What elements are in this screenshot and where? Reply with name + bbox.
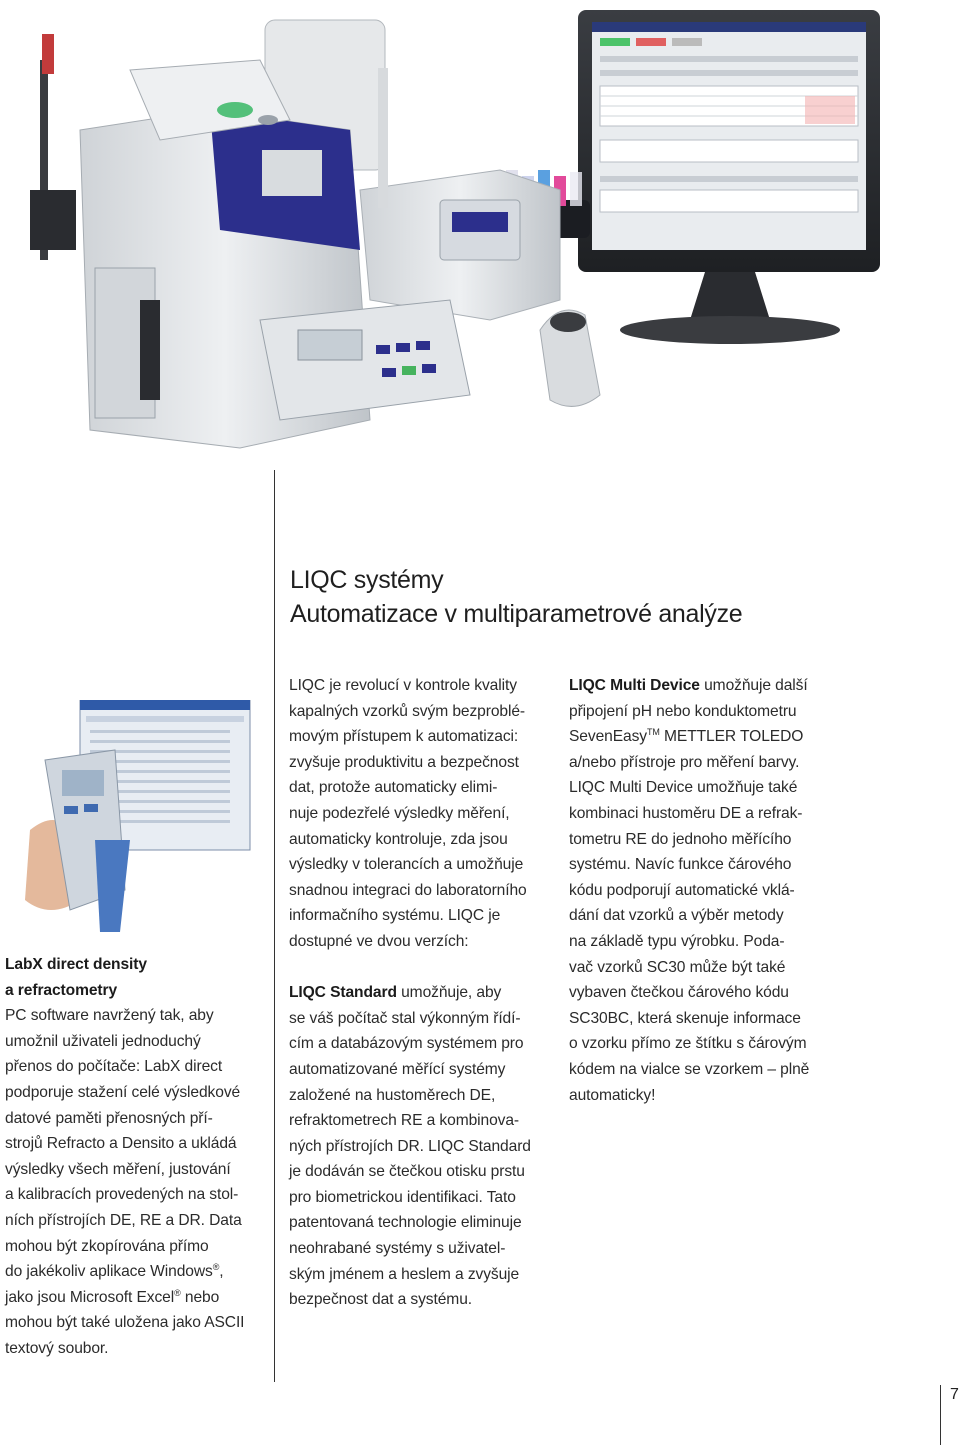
multi-line: vač vzorků SC30 může být také: [569, 958, 786, 976]
standard-line: založené na hustoměrech DE,: [289, 1086, 496, 1104]
standard-bold: LIQC Standard: [289, 984, 397, 1002]
intro-line: výsledky v tolerancích a umožňuje: [289, 856, 524, 874]
multi-line: kódu podporují automatické vklá-: [569, 881, 795, 899]
multi-line: systému. Navíc funkce čárového: [569, 856, 792, 874]
labx-heading: LabX direct density: [5, 956, 147, 973]
standard-line: bezpečnost dat a systému.: [289, 1291, 472, 1309]
page-title-line1: LIQC systémy: [290, 566, 444, 594]
standard-line: cím a databázovým systémem pro: [289, 1035, 524, 1053]
multi-line: tometru RE do jednoho měřícího: [569, 830, 792, 848]
intro-line: dostupné ve dvou verzích:: [289, 932, 469, 950]
standard-line: se váš počítač stal výkonným řídí-: [289, 1009, 521, 1027]
barcode-scanner: [540, 310, 600, 406]
labx-heading-2: a refractometry: [5, 981, 118, 999]
intro-line: LIQC je revolucí v kontrole kvality: [289, 677, 517, 694]
page-title: [290, 563, 742, 631]
standard-line: ných přístrojích DR. LIQC Standard: [289, 1137, 531, 1155]
labx-line: podporuje stažení celé výsledkové: [5, 1083, 241, 1101]
standard-line: patentovaná technologie eliminuje: [289, 1214, 522, 1232]
multi-line: SC30BC, která skenuje informace: [569, 1009, 801, 1027]
labx-line: strojů Refracto a Densito a ukládá: [5, 1135, 237, 1153]
handheld-device-photo: [0, 700, 260, 940]
labx-line-excel: jako jsou Microsoft Excel® nebo: [5, 1287, 220, 1306]
multi-line: a/nebo přístroje pro měření barvy.: [569, 753, 800, 771]
lab-instruments-photo: [0, 0, 960, 470]
liqc-standard-column: [289, 673, 551, 1313]
intro-line: movým přístupem k automatizaci:: [289, 728, 519, 746]
labx-column: [5, 952, 267, 1362]
column-divider-left: [274, 470, 275, 1382]
multi-line: o vzorku přímo ze štítku s čárovým: [569, 1035, 807, 1053]
page-number-divider: [940, 1385, 941, 1445]
monitor-group: [578, 10, 880, 344]
standard-line: je dodáván se čtečkou otisku prstu: [289, 1163, 525, 1181]
multi-line: dání dat vzorků a výběr metody: [569, 907, 784, 925]
standard-line: ským jménem a heslem a zvyšuje: [289, 1265, 520, 1283]
labx-line: mohou být zkopírována přímo: [5, 1237, 209, 1255]
intro-line: kapalných vzorků svým bezproblé-: [289, 702, 526, 720]
labx-line: a kalibracích provedených na stol-: [5, 1186, 239, 1204]
multi-line: připojení pH nebo konduktometru: [569, 702, 797, 720]
intro-line: zvyšuje produktivitu a bezpečnost: [289, 753, 519, 771]
labx-line: výsledky všech měření, justování: [5, 1160, 231, 1178]
intro-line: automaticky kontroluje, zda jsou: [289, 830, 508, 848]
labx-line: přenos do počítače: LabX direct: [5, 1058, 223, 1076]
page-number: 7: [950, 1386, 959, 1403]
labx-line: datové paměti přenosných pří-: [5, 1109, 213, 1127]
page-title-line2: Automatizace v multiparametrové analýze: [290, 600, 743, 628]
multi-line: automaticky!: [569, 1086, 656, 1104]
liqc-multi-device-column: [569, 673, 839, 1108]
labx-line: PC software navržený tak, aby: [5, 1007, 214, 1025]
standard-line: automatizované měřící systémy: [289, 1060, 506, 1078]
standard-line: refraktometrech RE a kombinova-: [289, 1112, 520, 1130]
intro-line: snadnou integraci do laboratorního: [289, 881, 527, 899]
intro-line: dat, protože automaticky elimi-: [289, 779, 498, 797]
standard-line: neohrabané systémy s uživatel-: [289, 1240, 506, 1258]
multi-device-bold: LIQC Multi Device: [569, 677, 700, 694]
multi-line: kombinaci hustoměru DE a refrak-: [569, 804, 803, 822]
intro-line: nuje podezřelé výsledky měření,: [289, 804, 510, 822]
labx-line: umožnil uživateli jednoduchý: [5, 1032, 201, 1050]
multi-line: na základě typu výrobku. Poda-: [569, 932, 785, 950]
multi-line-seveneasy: SevenEasy™ METTLER TOLEDO: [569, 727, 804, 746]
labx-line-windows: do jakékoliv aplikace Windows®,: [5, 1261, 224, 1281]
standard-line: pro biometrickou identifikaci. Tato: [289, 1188, 516, 1206]
labx-line: textový soubor.: [5, 1339, 109, 1357]
multi-line-first: LIQC Multi Device umožňuje další: [569, 677, 808, 694]
multi-line: LIQC Multi Device umožňuje také: [569, 779, 798, 797]
multi-line: vybaven čtečkou čárového kódu: [569, 984, 789, 1002]
labx-line: ních přístrojích DE, RE a DR. Data: [5, 1211, 242, 1229]
intro-line: informačního systému. LIQC je: [289, 907, 501, 925]
labx-line: mohou být také uložena jako ASCII: [5, 1314, 245, 1332]
multi-line: kódem na vialce se vzorkem – plně: [569, 1060, 810, 1078]
standard-line-first: LIQC Standard umožňuje, aby: [289, 984, 502, 1002]
